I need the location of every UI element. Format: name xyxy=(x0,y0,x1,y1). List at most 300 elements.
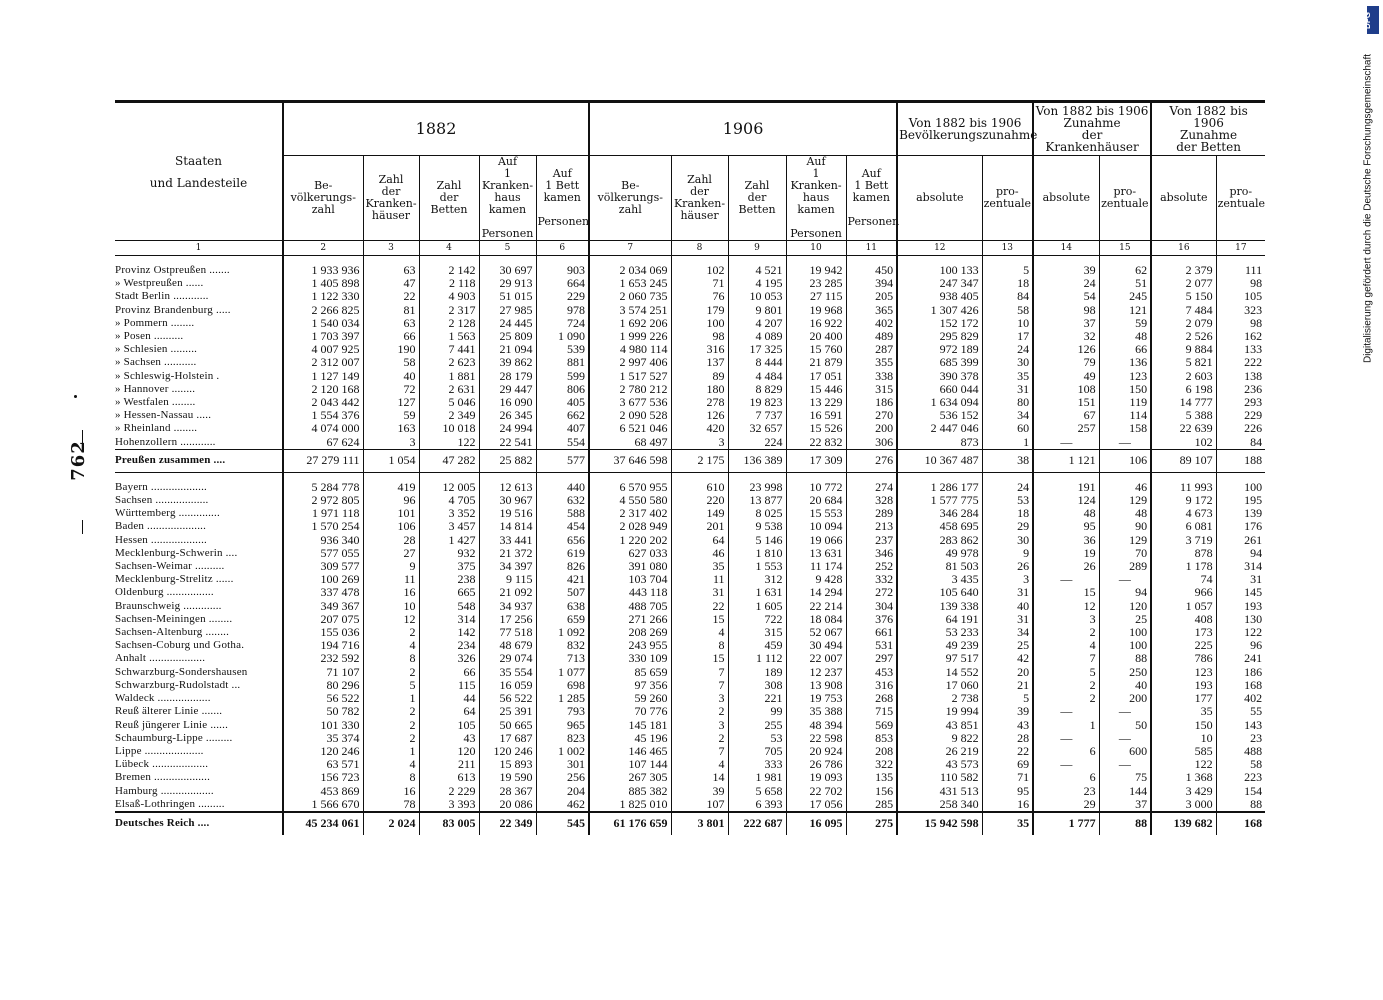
table-cell: 394 xyxy=(846,277,897,290)
table-cell: 208 269 xyxy=(589,626,671,639)
table-cell: 326 xyxy=(419,652,479,665)
table-cell: 1 220 202 xyxy=(589,534,671,547)
table-cell: 713 xyxy=(536,652,589,665)
table-cell: 151 xyxy=(1033,396,1099,409)
table-cell: 2 379 xyxy=(1151,256,1216,278)
table-cell: 1 090 xyxy=(536,330,589,343)
table-cell: 3 xyxy=(671,692,728,705)
table-cell: 283 862 xyxy=(897,534,982,547)
table-cell: 289 xyxy=(1099,560,1151,573)
table-cell: 1 825 010 xyxy=(589,798,671,812)
table-cell: 316 xyxy=(846,679,897,692)
state-name: Sachsen-Altenburg ........ xyxy=(115,626,230,639)
header-per-hospital-1906: Auf 1 Kranken- haus kamen Personen xyxy=(786,156,846,241)
table-cell: 1 999 226 xyxy=(589,330,671,343)
table-cell: 1 981 xyxy=(728,771,786,784)
table-cell: 2 603 xyxy=(1151,370,1216,383)
table-cell: 247 347 xyxy=(897,277,982,290)
beds-increase-header: Von 1882 bis 1906 Zunahme der Betten xyxy=(1151,102,1265,156)
table-cell: 129 xyxy=(1099,494,1151,507)
table-cell: 22 xyxy=(363,290,419,303)
table-cell: 145 181 xyxy=(589,719,671,732)
table-cell: 70 776 xyxy=(589,705,671,718)
table-cell: 21 094 xyxy=(479,343,536,356)
table-cell: 936 340 xyxy=(283,534,363,547)
table-cell: 15 942 598 xyxy=(897,812,982,835)
table-cell: 4 521 xyxy=(728,256,786,278)
table-cell: 22 214 xyxy=(786,600,846,613)
table-cell: 531 xyxy=(846,639,897,652)
table-cell: 223 xyxy=(1216,771,1265,784)
year-1882-header: 1882 xyxy=(283,102,589,156)
table-cell: 26 219 xyxy=(897,745,982,758)
table-cell: 195 xyxy=(1216,494,1265,507)
table-cell: 2 142 xyxy=(419,256,479,278)
table-cell: 2 738 xyxy=(897,692,982,705)
table-cell: 6 xyxy=(1033,745,1099,758)
table-cell: 193 xyxy=(1151,679,1216,692)
table-cell: 569 xyxy=(846,719,897,732)
table-cell: 5 046 xyxy=(419,396,479,409)
table-cell: 7 441 xyxy=(419,343,479,356)
table-cell: — xyxy=(1099,573,1151,586)
table-cell: 89 107 xyxy=(1151,449,1216,472)
table-cell: 261 xyxy=(1216,534,1265,547)
table-cell: 315 xyxy=(846,383,897,396)
table-cell: 660 044 xyxy=(897,383,982,396)
table-cell: 22 xyxy=(671,600,728,613)
table-cell: 6 xyxy=(1033,771,1099,784)
table-cell: 80 xyxy=(982,396,1033,409)
table-cell: 43 xyxy=(419,732,479,745)
table-cell: 365 xyxy=(846,304,897,317)
table-cell: 105 xyxy=(1216,290,1265,303)
table-cell: 29 913 xyxy=(479,277,536,290)
table-cell: 208 xyxy=(846,745,897,758)
table-cell: 9 xyxy=(982,547,1033,560)
table-cell: 22 598 xyxy=(786,732,846,745)
table-cell: 610 xyxy=(671,481,728,494)
table-cell: 26 345 xyxy=(479,409,536,422)
table-cell: 873 xyxy=(897,436,982,450)
table-cell: 30 697 xyxy=(479,256,536,278)
table-cell: 2 028 949 xyxy=(589,520,671,533)
table-cell: 346 xyxy=(846,547,897,560)
table-cell: 194 716 xyxy=(283,639,363,652)
table-cell: 659 xyxy=(536,613,589,626)
table-cell: 55 xyxy=(1216,705,1265,718)
state-name: » Sachsen ........... xyxy=(115,356,197,369)
table-cell: 33 441 xyxy=(479,534,536,547)
header-pop-absolute: absolute xyxy=(897,156,982,241)
table-cell: 19 753 xyxy=(786,692,846,705)
table-cell: 346 284 xyxy=(897,507,982,520)
table-cell: 22 xyxy=(982,745,1033,758)
table-cell: 99 xyxy=(728,705,786,718)
table-cell: 22 349 xyxy=(479,812,536,835)
table-row xyxy=(115,600,1265,613)
table-cell: 19 942 xyxy=(786,256,846,278)
table-cell: 407 xyxy=(536,422,589,435)
table-cell: 162 xyxy=(1216,330,1265,343)
table-cell: 1 577 775 xyxy=(897,494,982,507)
table-cell: 201 xyxy=(671,520,728,533)
table-cell: 2 xyxy=(1033,679,1099,692)
table-cell: 67 xyxy=(1033,409,1099,422)
table-cell: 29 xyxy=(982,520,1033,533)
table-cell: 213 xyxy=(846,520,897,533)
table-cell: 10 xyxy=(363,600,419,613)
table-cell: 23 xyxy=(1033,785,1099,798)
table-cell: 938 405 xyxy=(897,290,982,303)
table-cell: 390 378 xyxy=(897,370,982,383)
table-cell: 4 007 925 xyxy=(283,343,363,356)
table-cell: 878 xyxy=(1151,547,1216,560)
table-cell: 30 494 xyxy=(786,639,846,652)
table-cell: 7 xyxy=(671,745,728,758)
table-cell: 588 xyxy=(536,507,589,520)
column-number: 8 xyxy=(671,241,728,256)
table-cell: 32 xyxy=(1033,330,1099,343)
table-cell: 4 xyxy=(363,758,419,771)
table-row xyxy=(115,370,1265,383)
table-cell: 2 034 069 xyxy=(589,256,671,278)
table-cell: 806 xyxy=(536,383,589,396)
table-cell: 8 829 xyxy=(728,383,786,396)
table-cell: 440 xyxy=(536,481,589,494)
table-cell: 8 xyxy=(363,652,419,665)
table-cell: 89 xyxy=(671,370,728,383)
table-cell: 30 967 xyxy=(479,494,536,507)
table-row xyxy=(115,771,1265,784)
table-cell: 316 xyxy=(671,343,728,356)
table-cell: 309 577 xyxy=(283,560,363,573)
table-cell: 1 307 426 xyxy=(897,304,982,317)
table-cell: 156 723 xyxy=(283,771,363,784)
table-cell: 462 xyxy=(536,798,589,812)
table-cell: 15 446 xyxy=(786,383,846,396)
table-cell: 274 xyxy=(846,481,897,494)
table-cell: 158 xyxy=(1099,422,1151,435)
table-cell: 301 xyxy=(536,758,589,771)
table-row xyxy=(115,436,1265,450)
table-cell: 94 xyxy=(1216,547,1265,560)
table-cell: 47 282 xyxy=(419,449,479,472)
header-beds-percent: pro- zentuale xyxy=(1216,156,1265,241)
state-name xyxy=(115,472,283,481)
table-cell: 1 570 254 xyxy=(283,520,363,533)
column-number: 3 xyxy=(363,241,419,256)
table-cell: 21 xyxy=(982,679,1033,692)
table-cell: 62 xyxy=(1099,256,1151,278)
table-cell: 193 xyxy=(1216,600,1265,613)
table-cell: 63 xyxy=(363,256,419,278)
table-cell: 3 677 536 xyxy=(589,396,671,409)
table-cell: 4 673 xyxy=(1151,507,1216,520)
table-cell: 271 266 xyxy=(589,613,671,626)
table-cell: 88 xyxy=(1216,798,1265,812)
table-cell: 101 330 xyxy=(283,719,363,732)
table-cell: 250 xyxy=(1099,666,1151,679)
table-cell: 656 xyxy=(536,534,589,547)
table-cell: 275 xyxy=(846,812,897,835)
table-cell: 1 286 177 xyxy=(897,481,982,494)
table-cell: 34 397 xyxy=(479,560,536,573)
table-cell: 34 xyxy=(982,409,1033,422)
header-hosp-absolute: absolute xyxy=(1033,156,1099,241)
table-cell: 15 760 xyxy=(786,343,846,356)
table-cell: 9 822 xyxy=(897,732,982,745)
column-number: 1 xyxy=(115,241,283,256)
table-cell: 84 xyxy=(982,290,1033,303)
table-cell: 50 782 xyxy=(283,705,363,718)
table-cell: 599 xyxy=(536,370,589,383)
table-cell: 405 xyxy=(536,396,589,409)
state-name: Braunschweig ............. xyxy=(115,599,222,612)
table-cell: 236 xyxy=(1216,383,1265,396)
table-cell: 222 687 xyxy=(728,812,786,835)
table-cell: 932 xyxy=(419,547,479,560)
page-number-dash xyxy=(82,520,83,534)
table-cell: 114 xyxy=(1099,409,1151,422)
header-hosp-percent: pro- zentuale xyxy=(1099,156,1151,241)
table-cell: 661 xyxy=(846,626,897,639)
table-cell: 3 801 xyxy=(671,812,728,835)
table-cell: 278 xyxy=(671,396,728,409)
table-cell: 96 xyxy=(363,494,419,507)
table-cell: 179 xyxy=(671,304,728,317)
table-cell: 64 191 xyxy=(897,613,982,626)
table-row xyxy=(115,798,1265,812)
table-cell: 54 xyxy=(1033,290,1099,303)
table-header xyxy=(115,102,1265,256)
table-cell: 338 xyxy=(846,370,897,383)
table-cell: 16 xyxy=(363,785,419,798)
state-name: Reuß älterer Linie ....... xyxy=(115,705,223,718)
table-cell: 17 051 xyxy=(786,370,846,383)
table-cell: 42 xyxy=(982,652,1033,665)
state-name: » Hessen-Nassau ..... xyxy=(115,409,212,422)
table-cell: 80 296 xyxy=(283,679,363,692)
table-cell: 627 033 xyxy=(589,547,671,560)
table-cell: 1 881 xyxy=(419,370,479,383)
table-cell: 221 xyxy=(728,692,786,705)
table-cell: 4 xyxy=(671,626,728,639)
hospital-increase-header: Von 1882 bis 1906 Zunahme der Krankenhäuser xyxy=(1033,102,1151,156)
table-cell: 10 094 xyxy=(786,520,846,533)
table-cell: 698 xyxy=(536,679,589,692)
table-cell: 142 xyxy=(419,626,479,639)
table-cell: 7 xyxy=(1033,652,1099,665)
table-cell: 1 933 936 xyxy=(283,256,363,278)
table-cell: 2 229 xyxy=(419,785,479,798)
table-cell: 3 574 251 xyxy=(589,304,671,317)
table-cell: 40 xyxy=(363,370,419,383)
table-cell: 100 133 xyxy=(897,256,982,278)
table-cell: 9 428 xyxy=(786,573,846,586)
header-per-bed-1906: Auf 1 Bett kamen Personen xyxy=(846,156,897,241)
table-cell: 3 xyxy=(671,436,728,450)
table-cell: 20 684 xyxy=(786,494,846,507)
table-cell: 98 xyxy=(1033,304,1099,317)
table-cell: 308 xyxy=(728,679,786,692)
table-cell: 204 xyxy=(536,785,589,798)
table-cell: 1 810 xyxy=(728,547,786,560)
table-cell: 120 246 xyxy=(479,745,536,758)
table-cell: 18 084 xyxy=(786,613,846,626)
table-cell: 1 122 330 xyxy=(283,290,363,303)
table-row xyxy=(115,652,1265,665)
table-cell: 1 112 xyxy=(728,652,786,665)
state-name: » Westfalen ........ xyxy=(115,396,196,409)
table-cell: 177 xyxy=(1151,692,1216,705)
table-cell: 66 xyxy=(419,666,479,679)
table-cell: 328 xyxy=(846,494,897,507)
header-hospitals-1906: Zahl der Kranken- häuser xyxy=(671,156,728,241)
table-cell: 5 821 xyxy=(1151,356,1216,369)
table-cell: 5 150 xyxy=(1151,290,1216,303)
table-cell: 10 367 487 xyxy=(897,449,982,472)
table-row xyxy=(115,560,1265,573)
table-cell: 2 xyxy=(671,705,728,718)
table-cell: — xyxy=(1099,758,1151,771)
table-cell: 21 092 xyxy=(479,586,536,599)
table-cell: 272 xyxy=(846,586,897,599)
state-name: Waldeck .................. xyxy=(115,692,211,705)
table-cell: 48 394 xyxy=(786,719,846,732)
table-cell: 2 077 xyxy=(1151,277,1216,290)
table-cell: 245 xyxy=(1099,290,1151,303)
table-cell: 402 xyxy=(1216,692,1265,705)
table-cell: 31 xyxy=(982,586,1033,599)
table-cell: 16 xyxy=(982,798,1033,812)
table-cell: 27 xyxy=(363,547,419,560)
table-cell: 26 xyxy=(1033,560,1099,573)
table-cell: 20 400 xyxy=(786,330,846,343)
state-name: Deutsches Reich .... xyxy=(115,812,283,835)
table-cell: 152 172 xyxy=(897,317,982,330)
table-cell: 19 xyxy=(1033,547,1099,560)
table-cell: 4 xyxy=(1033,639,1099,652)
table-cell: 1 971 118 xyxy=(283,507,363,520)
table-cell: 1 427 xyxy=(419,534,479,547)
table-cell: 22 541 xyxy=(479,436,536,450)
table-cell: 7 484 xyxy=(1151,304,1216,317)
table-cell: 554 xyxy=(536,436,589,450)
table-cell: 375 xyxy=(419,560,479,573)
table-cell: 2 317 402 xyxy=(589,507,671,520)
table-cell: 226 xyxy=(1216,422,1265,435)
table-cell: 10 xyxy=(1151,732,1216,745)
table-cell: 5 146 xyxy=(728,534,786,547)
state-name: Bayern ................... xyxy=(115,480,207,493)
state-name: » Schlesien ......... xyxy=(115,343,198,356)
table-cell: 102 xyxy=(1151,436,1216,450)
table-cell: 29 074 xyxy=(479,652,536,665)
table-cell: 14 777 xyxy=(1151,396,1216,409)
table-cell: 27 279 111 xyxy=(283,449,363,472)
table-cell: 121 xyxy=(1099,304,1151,317)
table-cell: 577 xyxy=(536,449,589,472)
table-cell: 355 xyxy=(846,356,897,369)
table-cell: 3 000 xyxy=(1151,798,1216,812)
table-cell: 48 679 xyxy=(479,639,536,652)
state-name: Württemberg .............. xyxy=(115,507,220,520)
table-cell: — xyxy=(1099,705,1151,718)
table-cell: 101 xyxy=(363,507,419,520)
margin-dot xyxy=(74,395,77,398)
table-cell: 220 xyxy=(671,494,728,507)
table-cell: 106 xyxy=(1099,449,1151,472)
table-cell: 100 xyxy=(1099,639,1151,652)
column-number: 14 xyxy=(1033,241,1099,256)
table-cell: 48 xyxy=(1099,330,1151,343)
table-cell: 2 xyxy=(363,666,419,679)
table-cell: 22 007 xyxy=(786,652,846,665)
table-cell: 391 080 xyxy=(589,560,671,573)
table-cell: 2 266 825 xyxy=(283,304,363,317)
table-cell: 3 xyxy=(671,719,728,732)
table-cell: 1 178 xyxy=(1151,560,1216,573)
table-cell: 2 060 735 xyxy=(589,290,671,303)
table-cell: 6 521 046 xyxy=(589,422,671,435)
table-cell: 76 xyxy=(671,290,728,303)
table-cell: 21 372 xyxy=(479,547,536,560)
table-cell: 63 xyxy=(363,317,419,330)
column-number: 13 xyxy=(982,241,1033,256)
table-cell: 90 xyxy=(1099,520,1151,533)
table-cell: 176 xyxy=(1216,520,1265,533)
table-cell: 123 xyxy=(1151,666,1216,679)
table-cell: 238 xyxy=(419,573,479,586)
table-cell: 98 xyxy=(1216,277,1265,290)
table-cell: 138 xyxy=(1216,370,1265,383)
state-name: Oldenburg ................ xyxy=(115,586,214,599)
table-cell: 2 120 168 xyxy=(283,383,363,396)
header-hospitals-1882: Zahl der Kranken- häuser xyxy=(363,156,419,241)
table-cell: 16 059 xyxy=(479,679,536,692)
table-cell: 59 260 xyxy=(589,692,671,705)
table-cell: 35 xyxy=(982,370,1033,383)
table-cell: 97 356 xyxy=(589,679,671,692)
year-1906-header: 1906 xyxy=(589,102,897,156)
table-cell: 30 xyxy=(982,356,1033,369)
table-cell: 832 xyxy=(536,639,589,652)
table-cell: 11 xyxy=(363,573,419,586)
column-number: 5 xyxy=(479,241,536,256)
table-cell: 315 xyxy=(728,626,786,639)
table-cell: 330 109 xyxy=(589,652,671,665)
table-row xyxy=(115,256,1265,278)
table-cell: 2 972 805 xyxy=(283,494,363,507)
table-cell: 24 xyxy=(1033,277,1099,290)
table-cell: 1 703 397 xyxy=(283,330,363,343)
column-number: 11 xyxy=(846,241,897,256)
table-cell: 3 xyxy=(363,436,419,450)
table-cell: 12 xyxy=(363,613,419,626)
table-cell: 188 xyxy=(1216,449,1265,472)
table-cell: 16 591 xyxy=(786,409,846,422)
table-cell: 20 924 xyxy=(786,745,846,758)
table-cell: 139 xyxy=(1216,507,1265,520)
header-beds-1882: Zahl der Betten xyxy=(419,156,479,241)
table-cell: 255 xyxy=(728,719,786,732)
table-cell: 2 024 xyxy=(363,812,419,835)
table-cell: 2 317 xyxy=(419,304,479,317)
table-cell: 7 xyxy=(671,666,728,679)
table-cell: 4 980 114 xyxy=(589,343,671,356)
table-cell: 59 xyxy=(1099,317,1151,330)
